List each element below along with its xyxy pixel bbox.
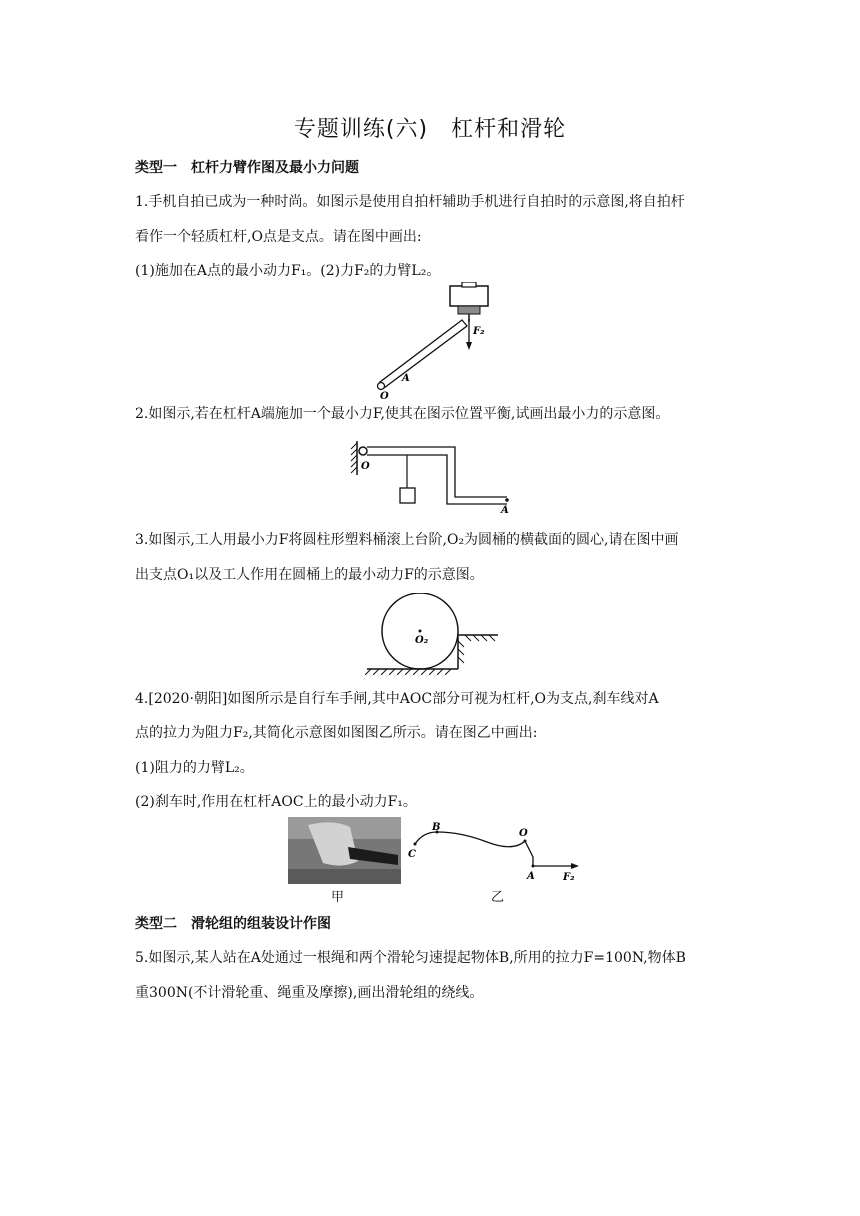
figure-label-jia: 甲 (331, 890, 345, 905)
q5-text-line-2: 重300N(不计滑轮重、绳重及摩擦),画出滑轮组的绕线。 (135, 985, 484, 1001)
f2-arrowhead (571, 863, 579, 869)
f2-arrowhead (466, 342, 472, 350)
bent-lever-figure (345, 433, 520, 515)
q4-text-line-4: (2)刹车时,作用在杠杆AOC上的最小动力F₁。 (135, 794, 417, 810)
phone-camera (462, 282, 476, 287)
lever-arm-oa (525, 841, 533, 866)
q4-text-line-3: (1)阻力的力臂L₂。 (135, 760, 254, 776)
figure-label-yi: 乙 (491, 890, 505, 905)
selfie-stick-figure (370, 282, 500, 400)
page-title: 专题训练(六) 杠杆和滑轮 (293, 117, 567, 142)
q1-text-line-3: (1)施加在A点的最小动力F₁。(2)力F₂的力臂L₂。 (135, 263, 441, 279)
pivot-o (359, 447, 367, 455)
q4-text-line-1: 4.[2020·朝阳]如图所示是自行车手闸,其中AOC部分可视为杠杆,O为支点,刹车线对A (135, 691, 659, 707)
point-a (505, 498, 509, 502)
ground-hatch (365, 669, 451, 675)
lever-curve (415, 832, 525, 847)
label-o: O (519, 828, 528, 839)
q1-text-line-2: 看作一个轻质杠杆,O点是支点。请在图中画出: (135, 229, 422, 245)
brake-photo-drawing (288, 817, 401, 884)
label-f2: F₂ (473, 326, 485, 337)
pivot-o (378, 383, 385, 390)
phone-clamp (458, 306, 480, 314)
label-o: O (380, 391, 389, 400)
wall-hatch (351, 443, 357, 473)
section-heading-1: 类型一 杠杆力臂作图及最小力问题 (135, 160, 359, 176)
label-a: A (527, 871, 535, 882)
photo-bottom-band (288, 869, 401, 884)
section-heading-2: 类型二 滑轮组的组装设计作图 (135, 916, 331, 932)
q5-text-line-1: 5.如图示,某人站在A处通过一根绳和两个滑轮匀速提起物体B,所用的拉力F=100N,物体B (135, 950, 686, 966)
brake-photo (288, 817, 401, 884)
q1-text-line-1: 1.手机自拍已成为一种时尚。如图示是使用自拍杆辅助手机进行自拍时的示意图,将自拍杆 (135, 194, 685, 210)
q3-text-line-1: 3.如图示,工人用最小力F将圆柱形塑料桶滚上台阶,O₂为圆桶的横截面的圆心,请在图中画 (135, 532, 679, 548)
barrel-step-figure (365, 593, 505, 675)
point-o (524, 840, 527, 843)
phone-body (450, 286, 488, 306)
q2-text-line-1: 2.如图示,若在杠杆A端施加一个最小力F,使其在图示位置平衡,试画出最小力的示意图。 (135, 406, 670, 422)
center-o2 (419, 630, 422, 633)
step-hatch (458, 635, 495, 663)
label-f2: F₂ (563, 872, 575, 883)
hanging-weight (400, 488, 415, 503)
label-b: B (432, 822, 441, 833)
label-a: A (402, 373, 410, 384)
point-c (414, 843, 417, 846)
stick-body (380, 320, 467, 388)
label-a: A (501, 505, 509, 515)
label-o: O (361, 461, 370, 472)
brake-lever-diagram (405, 822, 585, 887)
q3-text-line-2: 出支点O₁以及工人作用在圆桶上的最小动力F的示意图。 (135, 567, 484, 583)
q4-text-line-2: 点的拉力为阻力F₂,其简化示意图如图图乙所示。请在图乙中画出: (135, 725, 538, 741)
label-c: C (408, 849, 416, 860)
label-o2: O₂ (415, 635, 429, 646)
